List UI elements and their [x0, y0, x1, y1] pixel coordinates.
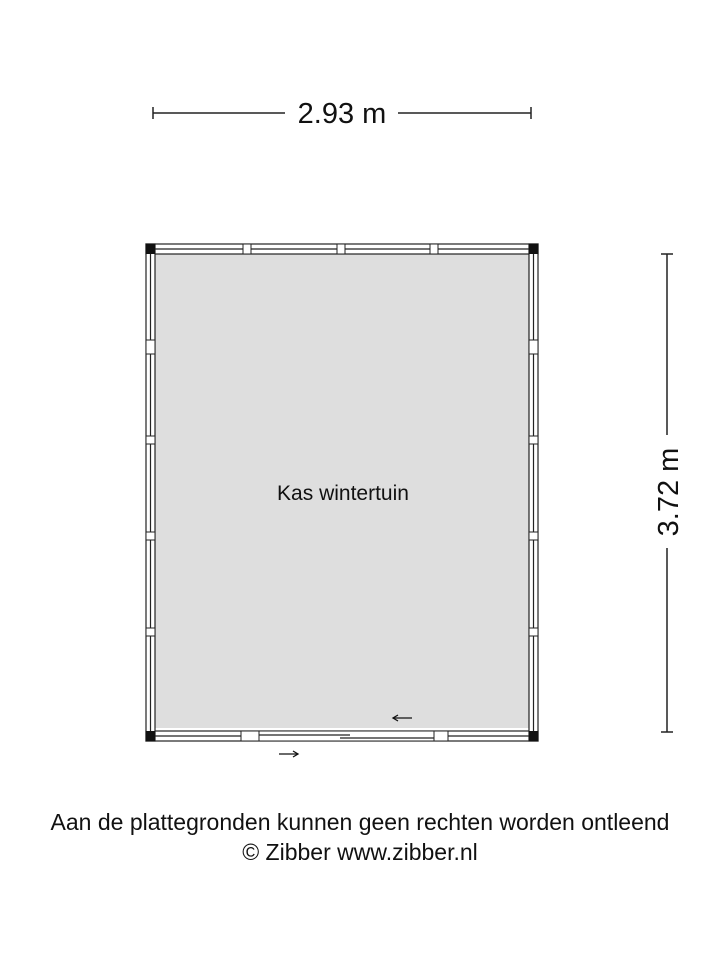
- width-dimension: [153, 98, 531, 130]
- width-label: 2.93 m: [297, 98, 387, 130]
- disclaimer-text: Aan de plattegronden kunnen geen rechten worden ontleend: [50, 809, 670, 835]
- height-label: 3.72 m: [653, 447, 685, 537]
- credit-text: © Zibber www.zibber.nl: [242, 839, 478, 865]
- sliding-door: [259, 731, 434, 741]
- slide-right-arrow-icon: [279, 751, 298, 757]
- height-dimension: [653, 254, 685, 732]
- room-name: Kas wintertuin: [277, 482, 409, 505]
